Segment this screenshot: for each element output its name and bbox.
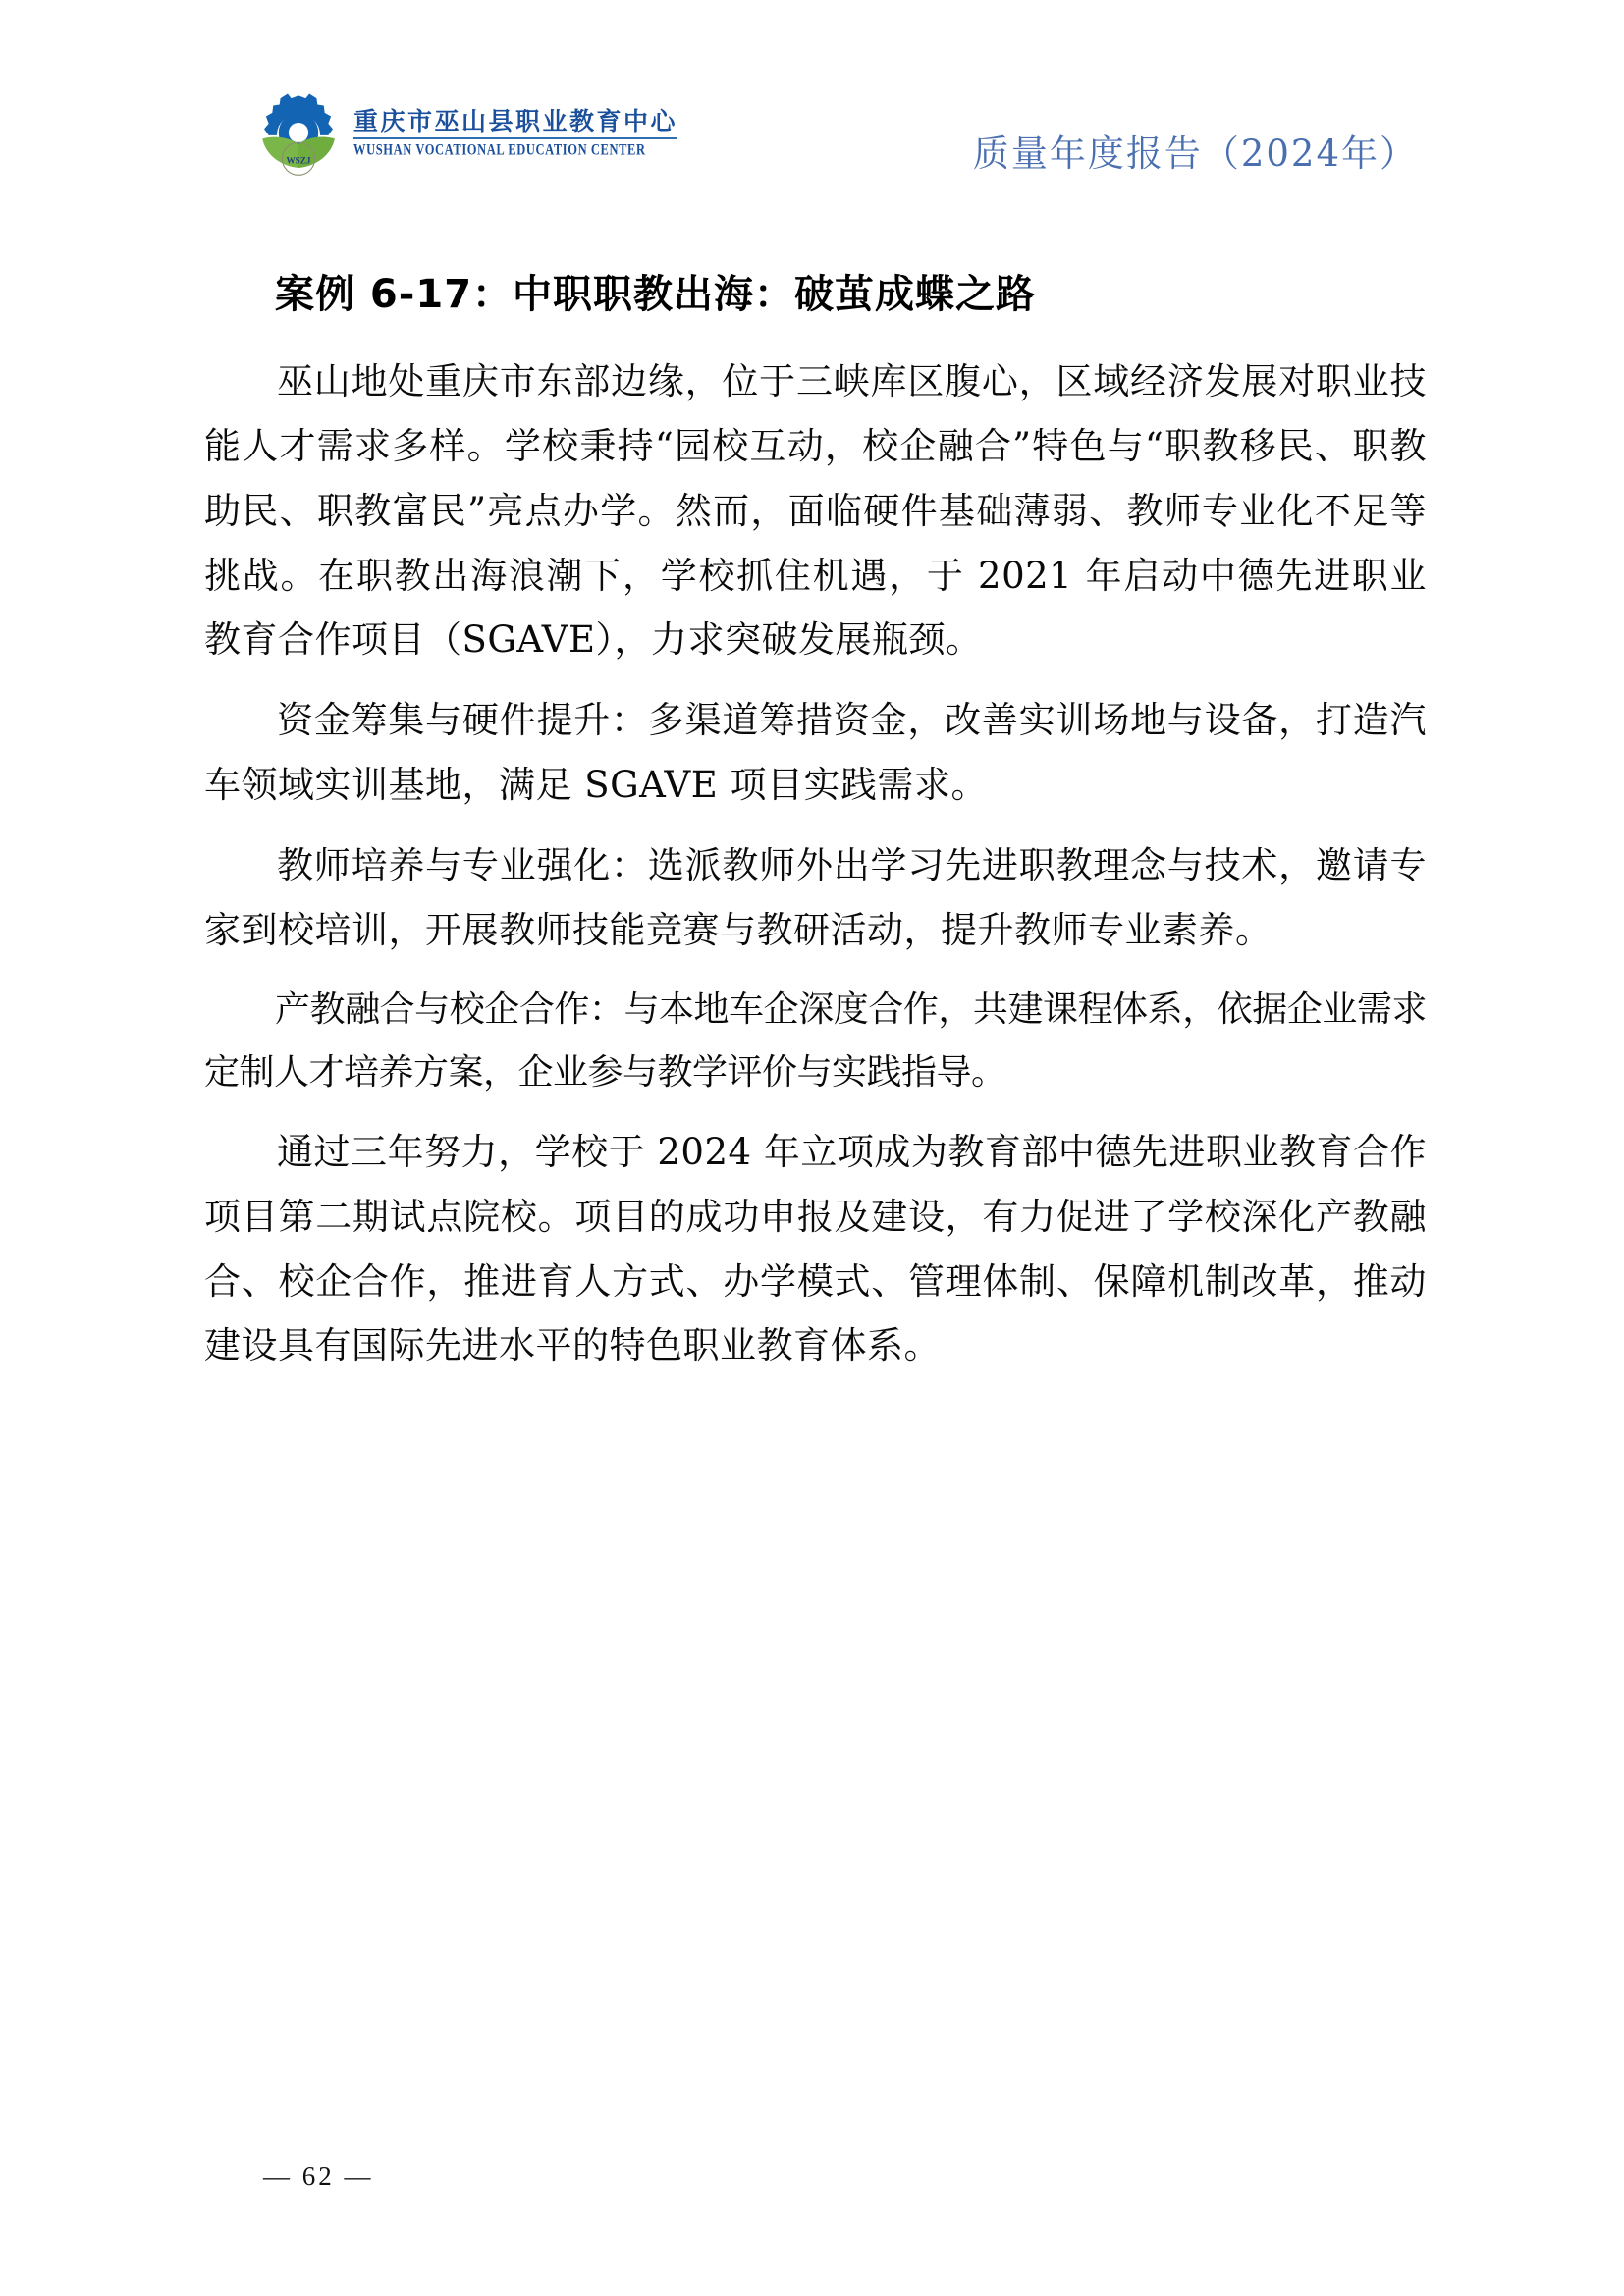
gear-book-logo-icon (253, 88, 344, 179)
body-paragraph: 教师培养与专业强化：选派教师外出学习先进职教理念与技术，邀请专家到校培训，开展教师技能竞赛与教研活动，提升教师专业素养。 (204, 844, 1427, 951)
logo-divider (353, 137, 677, 139)
logo-english-name: WUSHAN VOCATIONAL EDUCATION CENTER (353, 140, 646, 158)
case-heading: 案例 6-17：中职职教出海：破茧成蝶之路 (275, 272, 1037, 317)
body-paragraph: 通过三年努力，学校于 2024 年立项成为教育部中德先进职业教育合作项目第二期试点院校。项目的成功申报及建设，有力促进了学校深化产教融合、校企合作，推进育人方式、办学模式、管理体制、保障机制改革，推动建设具有国际先进水平的特色职业教育体系。 (204, 1130, 1427, 1367)
body-paragraph: 资金筹集与硬件提升：多渠道筹措资金，改善实训场地与设备，打造汽车领域实训基地，满足 SGAVE 项目实践需求。 (204, 699, 1427, 807)
logo-chinese-name: 重庆市巫山县职业教育中心 (353, 106, 678, 135)
report-title: 质量年度报告（2024年） (972, 133, 1418, 175)
page-header (0, 77, 1624, 185)
page-footer (0, 2162, 1624, 2192)
body-paragraph: 巫山地处重庆市东部边缘，位于三峡库区腹心，区域经济发展对职业技能人才需求多样。学校秉持“园校互动，校企融合”特色与“职教移民、职教助民、职教富民”亮点办学。然而，面临硬件基础薄弱、教师专业化不足等挑战。在职教出海浪潮下，学校抓住机遇，于 2021 年启动中德先进职业教育合作项目（SGAVE），力求突破发展瓶颈。 (204, 360, 1427, 662)
svg-text:WSZJ: WSZJ (286, 155, 311, 166)
page-content (204, 265, 1427, 1378)
school-logo (253, 88, 677, 179)
page-number: — 62 — (263, 2162, 374, 2191)
body-paragraph: 产教融合与校企合作：与本地车企深度合作，共建课程体系，依据企业需求定制人才培养方案，企业参与教学评价与实践指导。 (204, 988, 1427, 1093)
logo-wordmark (353, 106, 678, 159)
